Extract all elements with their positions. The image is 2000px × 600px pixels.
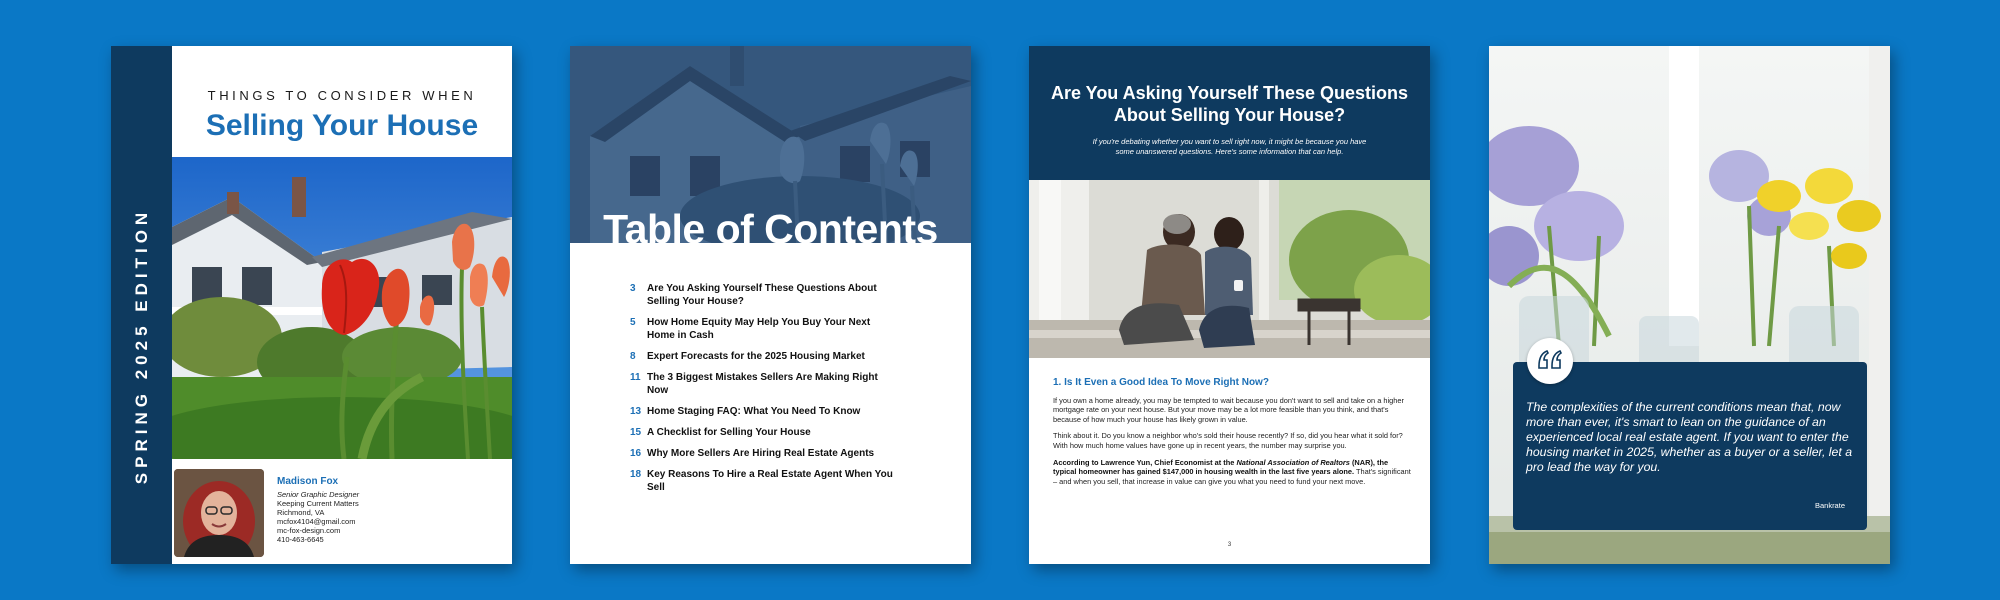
author-location: Richmond, VA bbox=[277, 508, 325, 517]
toc-item[interactable] bbox=[630, 282, 930, 308]
toc-item[interactable] bbox=[630, 447, 930, 460]
article-bold-text: According to Lawrence Yun, Chief Economist at the bbox=[1053, 457, 1237, 467]
author-phone: 410-463-6645 bbox=[277, 535, 324, 544]
author-name: Madison Fox bbox=[277, 476, 339, 487]
quote-page bbox=[1489, 46, 1890, 564]
cover-page bbox=[111, 46, 512, 564]
article-bold-text: (NAR), the typical homeowner has gained $147,000 in housing wealth in the last five years alone. bbox=[1053, 457, 1389, 477]
toc-list bbox=[630, 282, 930, 502]
quote-icon bbox=[1527, 338, 1573, 384]
toc-page-number: 5 bbox=[630, 317, 636, 328]
toc-item-title: Are You Asking Yourself These Questions About Selling Your House? bbox=[647, 283, 877, 307]
toc-item-title: Expert Forecasts for the 2025 Housing Market bbox=[647, 351, 865, 362]
toc-item-title: The 3 Biggest Mistakes Sellers Are Making Right Now bbox=[647, 372, 878, 396]
toc-item[interactable] bbox=[630, 316, 930, 342]
article-text: That's significant – and when you sell, that increase in value can give you what you need to fund your next move. bbox=[1053, 467, 1411, 486]
toc-page-number: 16 bbox=[630, 448, 642, 459]
article-body bbox=[1053, 378, 1411, 493]
couple-on-porch-photo bbox=[1029, 180, 1430, 358]
cover-title: Selling Your House bbox=[205, 109, 479, 142]
author-info bbox=[277, 477, 359, 544]
toc-title: Table of Contents bbox=[603, 206, 938, 252]
author-website[interactable]: mc-fox-design.com bbox=[277, 526, 341, 535]
house-with-tulips-photo bbox=[172, 157, 512, 459]
cover-heading bbox=[172, 46, 512, 157]
toc-page-number: 18 bbox=[630, 469, 642, 480]
toc-item-title: Why More Sellers Are Hiring Real Estate Agents bbox=[647, 448, 875, 459]
quote-card bbox=[1513, 362, 1867, 530]
toc-item[interactable] bbox=[630, 350, 930, 363]
toc-item[interactable] bbox=[630, 468, 930, 494]
toc-page-number: 13 bbox=[630, 406, 642, 417]
table-of-contents-page bbox=[570, 46, 971, 564]
author-photo bbox=[174, 469, 264, 557]
article-subtitle: If you're debating whether you want to sell right now, it might be because you have some unanswered questions. Here's some information that can help. bbox=[1092, 137, 1367, 156]
author-block bbox=[172, 459, 512, 564]
toc-item[interactable] bbox=[630, 405, 930, 418]
quote-text: The complexities of the current conditions mean that, now more than ever, it's smart to lean on the guidance of an experienced local real estate agent. If you want to enter the housing market in 2025, whether as a buyer or a seller, let a pro lead the way for you. bbox=[1526, 400, 1853, 474]
cover-kicker: THINGS TO CONSIDER WHEN bbox=[207, 88, 477, 103]
article-page bbox=[1029, 46, 1430, 564]
article-bold-italic-text: National Association of Realtors bbox=[1236, 457, 1350, 467]
article-paragraph: Think about it. Do you know a neighbor who's sold their house recently? If so, did you hear what it sold for? With how much home values have gone up in recent years, the number may surprise you. bbox=[1053, 431, 1403, 450]
quote-source: Bankrate bbox=[1814, 501, 1845, 510]
page-number: 3 bbox=[1227, 542, 1232, 548]
article-title: Are You Asking Yourself These Questions About Selling Your House? bbox=[1050, 83, 1409, 125]
cover-spine bbox=[111, 46, 172, 564]
toc-item-title: Home Staging FAQ: What You Need To Know bbox=[647, 406, 861, 417]
toc-item[interactable] bbox=[630, 371, 930, 397]
toc-item-title: How Home Equity May Help You Buy Your Next Home in Cash bbox=[647, 317, 871, 341]
edition-label: SPRING 2025 EDITION bbox=[132, 207, 151, 485]
article-section-heading: 1. Is It Even a Good Idea To Move Right Now? bbox=[1053, 377, 1269, 388]
toc-item-title: Key Reasons To Hire a Real Estate Agent When You Sell bbox=[647, 469, 893, 493]
article-header bbox=[1029, 46, 1430, 180]
author-company: Keeping Current Matters bbox=[277, 499, 359, 508]
toc-page-number: 11 bbox=[630, 372, 641, 383]
toc-page-number: 15 bbox=[630, 427, 642, 438]
toc-item-title: A Checklist for Selling Your House bbox=[647, 427, 811, 438]
toc-item[interactable] bbox=[630, 426, 930, 439]
toc-page-number: 3 bbox=[630, 283, 636, 294]
author-email[interactable]: mcfox4104@gmail.com bbox=[277, 517, 356, 526]
article-paragraph: If you own a home already, you may be tempted to wait because you don't want to sell and take on a higher mortgage rate on your next house. But your move may be a lot more feasible than you think, and that's because of how much your house has likely grown in value. bbox=[1053, 395, 1404, 424]
toc-page-number: 8 bbox=[630, 351, 636, 362]
author-role: Senior Graphic Designer bbox=[277, 490, 360, 499]
article-paragraph bbox=[1053, 458, 1411, 487]
